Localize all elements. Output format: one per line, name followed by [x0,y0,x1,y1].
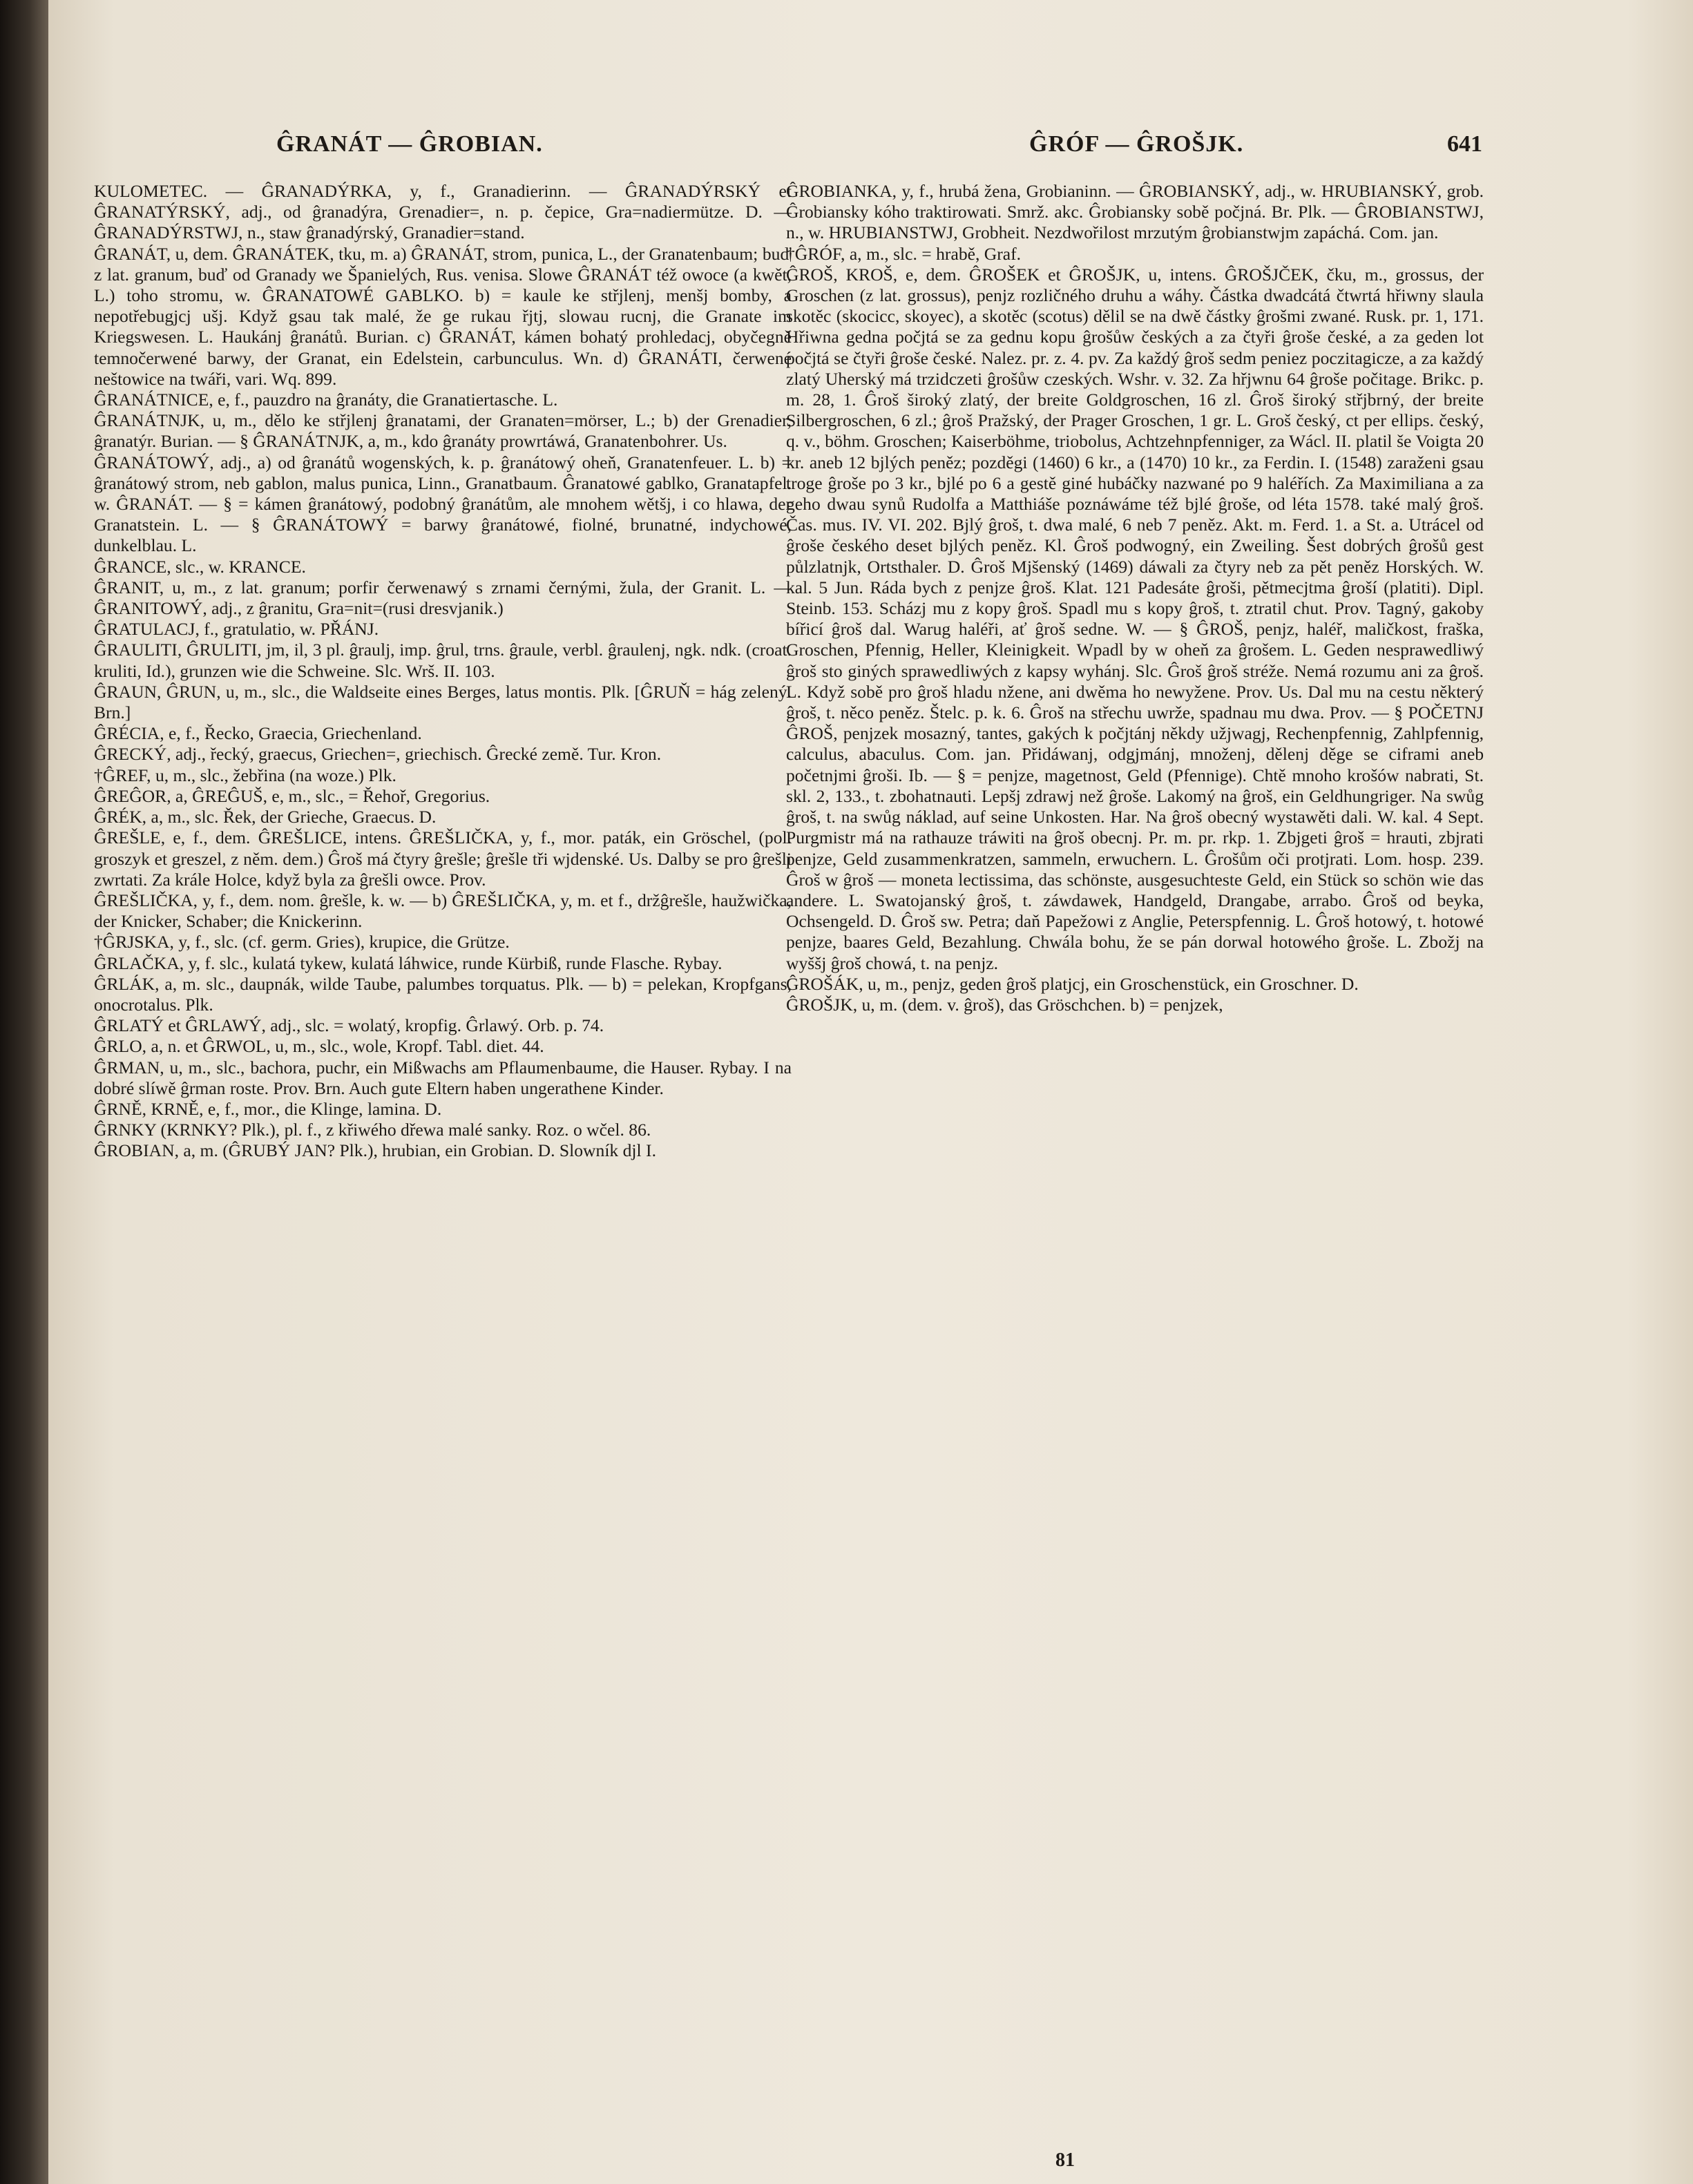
entry: ĜRMAN, u, m., slc., bachora, puchr, ein Mißwachs am Pflaumenbaume, die Hauser. Rybay. I na dobré slíwě ĝrman roste. Prov. Brn. Auch gute Eltern haben ungerathene Kinder. [94,1057,792,1098]
entry: ĜRAUN, ĜRUN, u, m., slc., die Waldseite eines Berges, latus montis. Plk. [ĜRUŇ = hág zelený. Brn.] [94,681,792,723]
entry: ĜRNĚ, KRNĚ, e, f., mor., die Klinge, lamina. D. [94,1098,442,1119]
right-column [786,181,1484,1015]
left-column [94,181,792,1162]
dictionary-page [48,0,1693,2184]
entry: †ĜRJSKA, y, f., slc. (cf. germ. Gries), krupice, die Grütze. [94,932,510,952]
entry: ĜROŠ, KROŠ, e, dem. ĜROŠEK et ĜROŠJK, u, intens. ĜROŠJČEK, čku, m., grossus, der Groschen (z lat. grossus), penjz rozličného druhu a wáhy. Částka dwadcátá čtwrtá hřiwny slaula skotěc (skocicc, skoyec), a skotěc (scotus) dělil se na dwě částky ĝrošmi zwané. Rusk. pr. 1, 171. Hřiwna gedna počjtá se za gednu kopu ĝrošůw českých a za čtyři ĝroše české, a za geden lot počjtá se čtyři ĝroše české. Nalez. pr. z. 4. pv. Za každý ĝroš sedm peniez poczitagicze, a za každý zlatý Uherský má trzidczeti ĝrošůw czeských. Wshr. v. 32. Za hřjwnu 64 ĝroše počitage. Brikc. p. m. 28, 1. Ĝroš široký zlatý, der breite Goldgroschen, 16 zl. Ĝroš široký střjbrný, der breite Silbergroschen, 6 zl.; ĝroš Pražský, der Prager Groschen, 1 gr. L. Groš český, ct per ellips. český, q. v., böhm. Groschen; Kaiserböhme, triobolus, Achtzehnpfenniger, za Wácl. II. platil še Voigta 20 kr. aneb 12 bjlých peněz; pozděgi (1460) 6 kr., a (1470) 10 kr., za Ferdin. I. (1548) zaraženi gsau troge ĝroše po 3 kr., bjlé po 6 a gestě giné hubáčky nazwané po 9 haléřích. Za Maximiliana a za geho dwau synů Rudolfa a Matthiáše poznáwáme též bjlé ĝroše, od léta 1578. také malý ĝroš. Čas. mus. IV. VI. 202. Bjlý ĝroš, t. dwa malé, 6 neb 7 peněz. Akt. m. Ferd. 1. a St. a. Utrácel od ĝroše českého deset bjlých peněz. Kl. Ĝroš podwogný, ein Zweiling. Šest dobrých ĝrošů gest půlzlatnjk, Ortsthaler. D. Ĝroš Mjšenský (1469) dáwali za čtyry neb za pět peněz Horských. W. kal. 5 Jun. Ráda bych z penjze ĝroš. Klat. 121 Padesáte ĝroši, pětmecjtma ĝroší (platiti). Dipl. Steinb. 153. Scházj mu z kopy ĝroš. Spadl mu s kopy ĝroš, t. ztratil chut. Prov. Tagný, gakoby bířicí ĝroš dal. Warug haléři, ať ĝroš sedne. W. — § ĜROŠ, penjz, haléř, maličkost, fraška, Groschen, Pfennig, Heller, Kleinigkeit. Wpadl by w oheň za ĝrošem. L. Geden nesprawedliwý ĝroš sto giných sprawedliwých z kapsy wyhánj. Slc. Ĝroš ĝroš stréže. Nemá rozumu ani za ĝroš. L. Když sobě pro ĝroš hladu nžene, ani dwěma ho newyžene. Prov. Us. Dal mu na cestu některý ĝroš, t. něco peněz. Štelc. p. k. 6. Ĝroš na střechu uwrže, spadnau mu dwa. Prov. — § POČETNJ ĜROŠ, penjzek mosazný, tantes, gakých k počjtánj někdy užjwagj, Rechenpfennig, Zahlpfennig, calculus, abaculus. Com. jan. Přidáwanj, odgjmánj, množenj, dělenj děge se ciframi aneb početnjmi ĝroši. Ib. — § = penjze, magetnost, Geld (Pfennige). Chtě mnoho krošów nabrati, St. skl. 2, 133., t. zbohatnauti. Lepšj zdrawj než ĝroše. Lakomý na ĝroš, ein Geldhungriger. Na swůg ĝroš, t. na swůg náklad, auf seine Unkosten. Har. Na ĝroš obecný wystawěti dali. W. kal. 4 Sept. Purgmistr má na rathauze tráwiti na ĝroš obecnj. Pr. m. pr. rkp. 1. Zbjgeti ĝroš = hrauti, zbjrati penjze, Geld zusammenkratzen, sammeln, erwuchern. L. Ĝrošům oči protjrati. Lom. hosp. 239. Ĝroš w ĝroš — moneta lectissima, das schönste, ausgesuchteste Geld, ein Stück so schön wie das andere. L. Swatojanský ĝroš, t. záwdawek, Handgeld, Drangabe, arrabo. Ĝroš od beyka, Ochsengeld. D. Ĝroš sw. Petra; daň Papežowi z Anglie, Peterspfennig. L. Ĝroš hotowý, t. hotowé penjze, baares Geld, Bezahlung. Chwála bohu, že se pán dorwal hotowého ĝroše. L. Zbožj na wyššj ĝroš chowá, t. na penjz. [786,264,1484,973]
entry: ĜRÉCIA, e, f., Řecko, Graecia, Griechenland. [94,723,422,744]
right-running-head: ĜRÓF — ĜROŠJK. [1029,131,1244,157]
entry: ĜRECKÝ, adj., řecký, graecus, Griechen=, griechisch. Ĝrecké země. Tur. Kron. [94,744,662,765]
entry: ĜREĜOR, a, ĜREĜUŠ, e, m., slc., = Řehoř, Gregorius. [94,785,490,806]
entry: †ĜRÓF, a, m., slc. = hrabě, Graf. [786,243,1022,264]
entry: ĜROŠÁK, u, m., penjz, geden ĝroš platjcj, ein Groschenstück, ein Groschner. D. [786,973,1359,994]
entry: ĜRANÁTNJK, u, m., dělo ke střjlenj ĝranatami, der Granaten=mörser, L.; b) der Grenadier, ĝranatýr. Burian. — § ĜRANÁTNJK, a, m., kdo ĝranáty prowrtáwá, Granatenbohrer. Us. [94,410,792,452]
entry: ĜRATULACJ, f., gratulatio, w. PŘÁNJ. [94,619,379,640]
entry: †ĜREF, u, m., slc., žebřina (na woze.) Plk. [94,765,396,785]
entry: ĜRANIT, u, m., z lat. granum; porfir čerwenawý s zrnami černými, žula, der Granit. L. — ĜRANITOWÝ, adj., z ĝranitu, Gra=nit=(rusi dresvjanik.) [94,577,792,619]
left-running-head: ĜRANÁT — ĜROBIAN. [276,131,543,157]
signature-mark: 81 [1055,2149,1075,2171]
entry: ĜREŠLE, e, f., dem. ĜREŠLICE, intens. ĜREŠLIČKA, y, f., mor. paták, ein Gröschel, (pol. groszyk et greszel, z něm. dem.) Ĝroš má čtyry ĝrešle; ĝrešle tři wjdenské. Us. Dalby se pro ĝrešli zwrtati. Za krále Holce, když byla za ĝrešli owce. Prov. [94,827,792,890]
entry: ĜRANÁTOWÝ, adj., a) od ĝranátů wogenských, k. p. ĝranátowý oheň, Granatenfeuer. L. b) = ĝranátowý strom, neb gablon, malus punica, Linn., Granatbaum. Ĝranatowé gablko, Granatapfel. w. ĜRANÁT. — § = kámen ĝranátowý, podobný ĝranátům, ale mnohem wětšj, i co hlawa, der Granatstein. L. — § ĜRANÁTOWÝ = barwy ĝranátowé, fiolné, brunatné, indychowé, dunkelblau. L. [94,452,792,556]
entry: ĜROŠJK, u, m. (dem. v. ĝroš), das Gröschchen. b) = penjzek, [786,994,1223,1015]
entry: ĜRLATÝ et ĜRLAWÝ, adj., slc. = wolatý, kropfig. Ĝrlawý. Orb. p. 74. [94,1015,604,1036]
entry: ĜRNKY (KRNKY? Plk.), pl. f., z křiwého dřewa malé sanky. Roz. o wčel. 86. [94,1120,651,1140]
page-number: 641 [1447,131,1482,157]
entry: ĜREŠLIČKA, y, f., dem. nom. ĝrešle, k. w. — b) ĜREŠLIČKA, y, m. et f., držĝrešle, haužwička, der Knicker, Schaber; die Knickerinn. [94,890,792,932]
entry: ĜRANCE, slc., w. KRANCE. [94,556,306,577]
page-header [48,131,1693,173]
book-binding [0,0,48,2184]
entry: ĜRLÁK, a, m. slc., daupnák, wilde Taube, palumbes torquatus. Plk. — b) = pelekan, Kropfgans, onocrotalus. Plk. [94,973,792,1015]
entry: ĜRANÁTNICE, e, f., pauzdro na ĝranáty, die Granatiertasche. L. [94,390,558,410]
entry: ĜRLAČKA, y, f. slc., kulatá tykew, kulatá láhwice, runde Kürbiß, runde Flasche. Rybay. [94,952,723,973]
entry: ĜROBIANKA, y, f., hrubá žena, Grobianinn. — ĜROBIANSKÝ, adj., w. HRUBIANSKÝ, grob. Ĝrobiansky kóho traktirowati. Smrž. akc. Ĝrobiansky sobě počjná. Br. Plk. — ĜROBIANSTWJ, n., w. HRUBIANSTWJ, Grobheit. Nezdwořilost mrzutým ĝrobianstwjm zapáchá. Com. jan. [786,181,1484,243]
entry: ĜRÉK, a, m., slc. Řek, der Grieche, Graecus. D. [94,807,437,827]
entry: ĜROBIAN, a, m. (ĜRUBÝ JAN? Plk.), hrubian, ein Grobian. D. Slowník djl I. [94,1140,656,1161]
entry: ĜRANÁT, u, dem. ĜRANÁTEK, tku, m. a) ĜRANÁT, strom, punica, L., der Granatenbaum; buď z lat. granum, buď od Granady we Španielých, Rus. venisa. Slowe ĜRANÁT též owoce (a kwět, L.) toho stromu, w. ĜRANATOWÉ GABLKO. b) = kaule ke střjlenj, menšj bomby, a nepotřebugjcj ušj. Když gsau tak malé, že ge rukau řjtj, slowau rucnj, die Granate im Kriegswesen. L. Haukánj ĝranátů. Burian. c) ĜRANÁT, kámen bohatý prohledacj, obyčegně temnočerwené barwy, der Granat, ein Edelstein, carbunculus. Wn. d) ĜRANÁTI, čerwené neštowice na twáři, vari. Wq. 899. [94,243,792,389]
entry: KULOMETEC. — ĜRANADÝRKA, y, f., Granadierinn. — ĜRANADÝRSKÝ et ĜRANATÝRSKÝ, adj., od ĝranadýra, Grenadier=, n. p. čepice, Gra=nadiermütze. D. — ĜRANADÝRSTWJ, n., staw ĝranadýrský, Granadier=stand. [94,181,792,243]
entry: ĜRAULITI, ĜRULITI, jm, il, 3 pl. ĝraulj, imp. ĝrul, trns. ĝraule, verbl. ĝraulenj, ngk. ndk. (croat. kruliti, Id.), grunzen wie die Schweine. Slc. Wrš. II. 103. [94,640,792,681]
entry: ĜRLO, a, n. et ĜRWOL, u, m., slc., wole, Kropf. Tabl. diet. 44. [94,1036,544,1057]
